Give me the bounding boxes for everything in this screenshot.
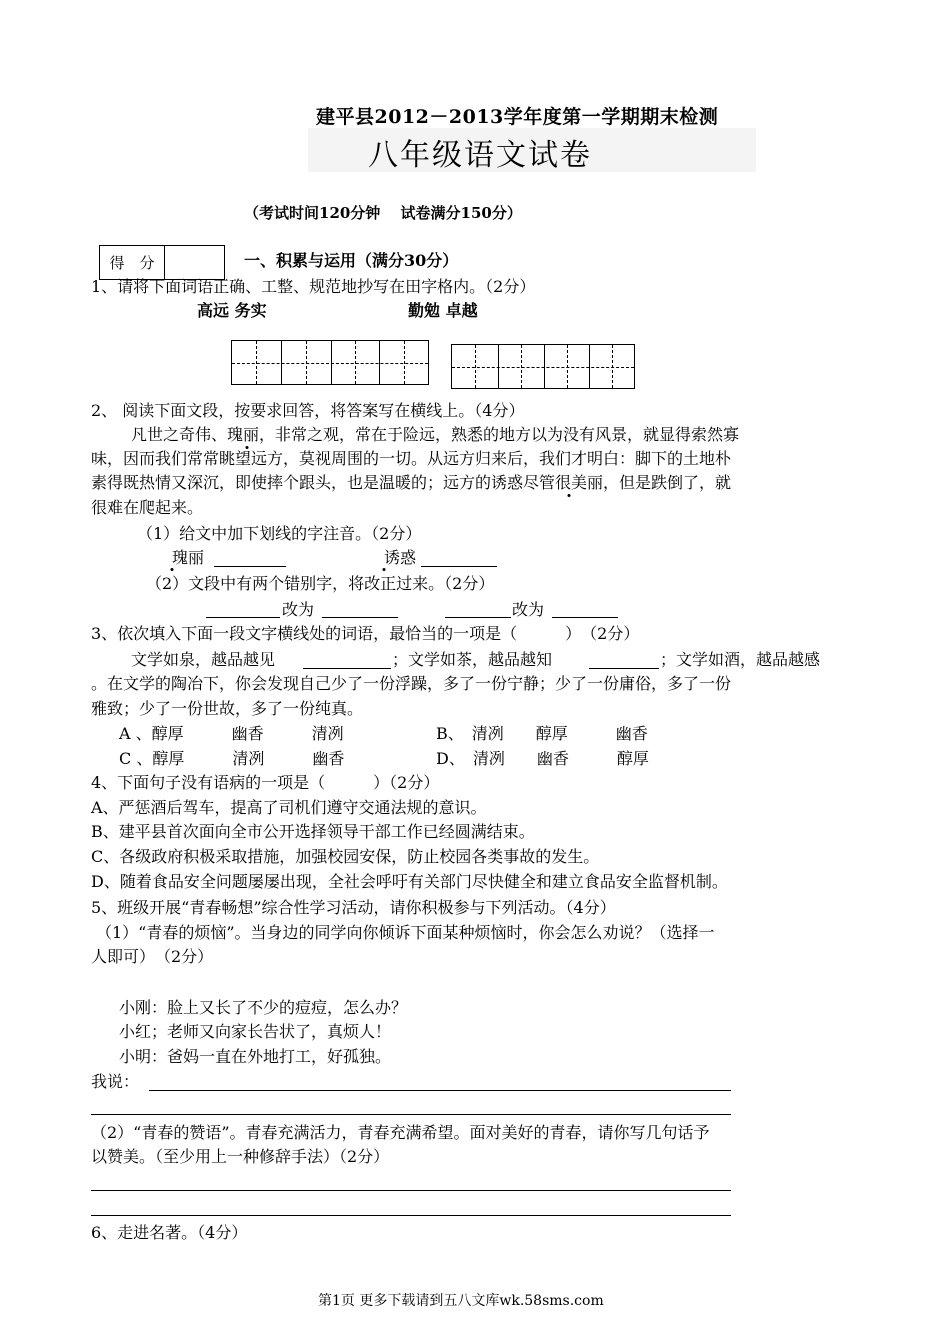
q3-option-d: D、 清冽 幽香 醇厚: [436, 749, 649, 768]
q1-word2: 勤勉 卓越: [408, 301, 478, 320]
q5-xiaohong: 小红；老师又向家长告状了，真烦人！: [119, 1022, 392, 1041]
q2-sub1: （1）给文中加下划线的字注音。（2分）: [137, 524, 422, 543]
tianzige-grid-2[interactable]: [451, 344, 635, 389]
q4-option-a: A、严惩酒后驾车，提高了司机们遵守交通法规的意识。: [91, 798, 487, 817]
q5-xiaoming: 小明：爸妈一直在外地打工，好孤独。: [119, 1047, 392, 1066]
page-footer: 第1页 更多下载请到五八文库wk.58sms.com: [318, 1293, 604, 1309]
q2-change-to-2: 改为: [512, 600, 545, 619]
q2-para-line4: 很难在爬起来。: [91, 498, 204, 517]
q1-text: 1、请将下面词语正确、工整、规范地抄写在田字格内。（2分）: [91, 277, 536, 296]
q2-para-line1: 凡世之奇伟、瑰丽，非常之观，常在于险远，熟悉的地方以为没有风景，就显得索然寡: [131, 425, 740, 444]
q2-sub1-word1: 瑰丽: [172, 548, 205, 567]
q3-option-a: A 、醇厚 幽香 清冽: [119, 724, 344, 743]
q5-sub2-line1: （2）“青春的赞语”。青春充满活力，青春充满希望。面对美好的青春，请你写几句话予: [91, 1123, 710, 1142]
q3-para-line1b: ；文学如茶，越品越知: [392, 650, 553, 669]
q5-text: 5、班级开展“青春畅想”综合性学习活动，请你积极参与下列活动。（4分）: [91, 898, 616, 917]
section-heading: 一、积累与运用（满分30分）: [244, 251, 459, 270]
answer-line[interactable]: [214, 566, 286, 567]
q2-text: 2、 阅读下面文段，按要求回答，将答案写在横线上。（4分）: [91, 401, 525, 420]
q3-option-b: B、 清冽 醇厚 幽香: [436, 724, 648, 743]
q3-para-line2: 。在文学的陶冶下，你会发现自己少了一份浮躁，多了一份宁静；少了一份庸俗，多了一份: [91, 674, 732, 693]
q5-wo-label: 我说：: [91, 1072, 140, 1091]
exam-title-line1: 建平县2012－2013学年度第一学期期末检测: [316, 106, 719, 128]
answer-line[interactable]: [589, 668, 659, 669]
q3-option-c: C 、醇厚 清冽 幽香: [119, 749, 345, 768]
answer-line[interactable]: [445, 617, 511, 618]
q3-para-line1c: ；文学如酒，越品越感: [660, 650, 821, 669]
q1-word1: 高远 务实: [197, 301, 267, 320]
score-label: 得 分: [100, 246, 165, 279]
score-cell[interactable]: [165, 246, 223, 279]
answer-line[interactable]: [91, 1215, 731, 1216]
exam-info: （考试时间120分钟 试卷满分150分）: [244, 204, 522, 222]
answer-line[interactable]: [303, 668, 391, 669]
tianzige-grid-1[interactable]: [231, 340, 429, 385]
q4-option-b: B、建平县首次面向全市公开选择领导干部工作已经圆满结束。: [91, 822, 535, 841]
q5-sub2-line2: 以赞美。（至少用上一种修辞手法）（2分）: [91, 1147, 390, 1166]
q5-sub1-line2: 人即可） （2分）: [91, 947, 214, 966]
score-box: [99, 245, 225, 280]
answer-line[interactable]: [421, 566, 497, 567]
q4-option-d: D、随着食品安全问题屡屡出现，全社会呼吁有关部门尽快健全和建立食品安全监督机制。: [91, 872, 728, 891]
q4-text: 4、下面句子没有语病的一项是（ ）（2分）: [91, 773, 440, 792]
q4-option-c: C、各级政府积极采取措施，加强校园安保，防止校园各类事故的发生。: [91, 847, 600, 866]
q2-sub1-word2: 诱惑: [384, 548, 417, 567]
answer-line[interactable]: [322, 617, 398, 618]
q6-text: 6、走进名著。（4分）: [91, 1223, 248, 1242]
answer-line[interactable]: [91, 1190, 731, 1191]
answer-line[interactable]: [91, 1114, 731, 1115]
answer-line[interactable]: [149, 1090, 731, 1091]
q2-change-to-1: 改为: [282, 600, 315, 619]
q5-xiaogang: 小刚：脸上又长了不少的痘痘，怎么办？: [119, 998, 408, 1017]
answer-line[interactable]: [206, 617, 280, 618]
answer-line[interactable]: [552, 617, 618, 618]
q2-para-line3: 素得既热情又深沉，即使摔个跟头，也是温暖的；远方的诱惑尽管很美丽，但是跌倒了，就: [91, 473, 732, 492]
q2-para-line2: 味，因而我们常常眺望远方，莫视周围的一切。从远方归来后，我们才明白：脚下的土地朴: [91, 449, 732, 468]
exam-title-line2: 八年级语文试卷: [368, 138, 592, 173]
q3-text: 3、依次填入下面一段文字横线处的词语，最恰当的一项是（ ） （2分）: [91, 624, 640, 643]
q2-sub2: （2）文段中有两个错别字，将改正过来。（2分）: [146, 574, 495, 593]
q3-para-line3: 雅致；少了一份世故，多了一份纯真。: [91, 699, 364, 718]
q3-para-line1a: 文学如泉，越品越见: [131, 650, 276, 669]
q5-sub1-line1: （1）“青春的烦恼”。当身边的同学向你倾诉下面某种烦恼时，你会怎么劝说？（选择一: [96, 923, 715, 942]
